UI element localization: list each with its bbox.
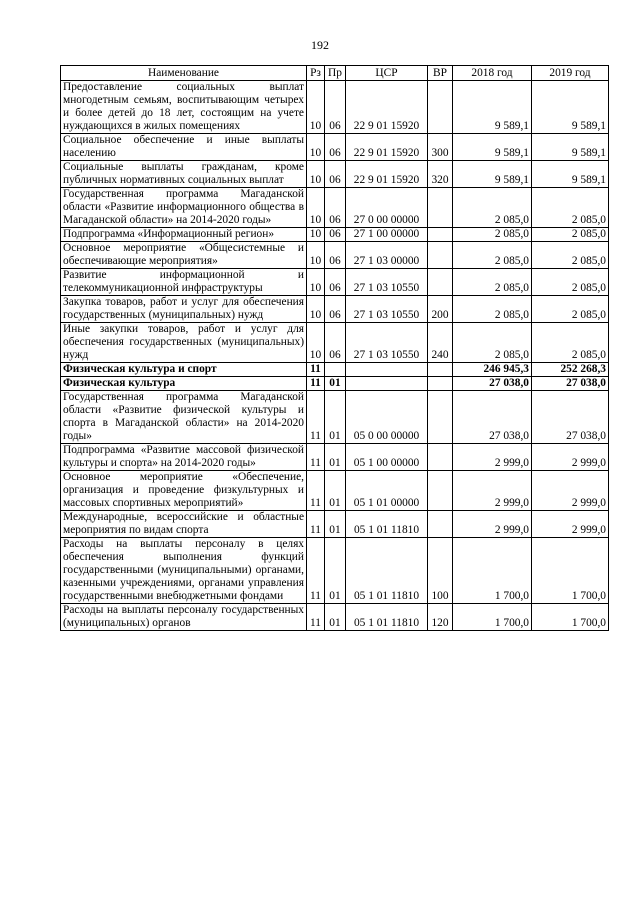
cell-name: Основное мероприятие «Обеспечение, организация и проведение физкультурных и массовых спортивных мероприятий» (61, 471, 307, 511)
cell-pr (325, 363, 346, 377)
cell-rz: 11 (307, 604, 325, 631)
table-row (61, 228, 609, 242)
cell-2018: 27 038,0 (453, 377, 532, 391)
cell-pr: 06 (325, 228, 346, 242)
table-row (61, 188, 609, 228)
table-row (61, 377, 609, 391)
cell-csr: 27 0 00 00000 (346, 188, 428, 228)
cell-2019: 2 085,0 (532, 228, 609, 242)
cell-2019: 2 085,0 (532, 188, 609, 228)
cell-2018: 2 085,0 (453, 296, 532, 323)
cell-pr: 06 (325, 269, 346, 296)
cell-csr: 05 1 00 00000 (346, 444, 428, 471)
cell-2018: 2 085,0 (453, 242, 532, 269)
cell-name: Закупка товаров, работ и услуг для обеспечения государственных (муниципальных) нужд (61, 296, 307, 323)
cell-rz: 10 (307, 323, 325, 363)
cell-rz: 10 (307, 296, 325, 323)
cell-csr: 05 0 00 00000 (346, 391, 428, 444)
cell-rz: 10 (307, 81, 325, 134)
table-row (61, 81, 609, 134)
table-row (61, 363, 609, 377)
cell-pr: 01 (325, 377, 346, 391)
cell-csr: 22 9 01 15920 (346, 134, 428, 161)
cell-vr (428, 471, 453, 511)
cell-2018: 9 589,1 (453, 134, 532, 161)
cell-2018: 2 999,0 (453, 444, 532, 471)
cell-vr (428, 81, 453, 134)
cell-rz: 11 (307, 444, 325, 471)
cell-vr (428, 228, 453, 242)
cell-2018: 246 945,3 (453, 363, 532, 377)
cell-name: Социальное обеспечение и иные выплаты населению (61, 134, 307, 161)
cell-vr (428, 188, 453, 228)
cell-2018: 2 085,0 (453, 269, 532, 296)
cell-2019: 2 085,0 (532, 242, 609, 269)
cell-vr (428, 269, 453, 296)
table-row (61, 134, 609, 161)
cell-rz: 11 (307, 363, 325, 377)
cell-vr (428, 242, 453, 269)
cell-name: Предоставление социальных выплат многодетным семьям, воспитывающим четырех и более детей до 18 лет, состоящим на учете нуждающихся в жилых помещениях (61, 81, 307, 134)
cell-vr: 120 (428, 604, 453, 631)
cell-vr (428, 377, 453, 391)
cell-rz: 11 (307, 391, 325, 444)
cell-rz: 11 (307, 471, 325, 511)
table-row (61, 296, 609, 323)
cell-rz: 10 (307, 228, 325, 242)
cell-2019: 2 999,0 (532, 444, 609, 471)
cell-2019: 2 085,0 (532, 296, 609, 323)
cell-pr: 06 (325, 81, 346, 134)
cell-vr: 100 (428, 538, 453, 604)
cell-vr: 300 (428, 134, 453, 161)
cell-vr (428, 391, 453, 444)
header-2018: 2018 год (453, 66, 532, 81)
cell-2018: 2 999,0 (453, 471, 532, 511)
cell-2018: 2 085,0 (453, 188, 532, 228)
cell-vr: 200 (428, 296, 453, 323)
cell-pr: 06 (325, 134, 346, 161)
table-row (61, 471, 609, 511)
cell-rz: 11 (307, 538, 325, 604)
cell-rz: 10 (307, 161, 325, 188)
cell-2019: 9 589,1 (532, 134, 609, 161)
cell-pr: 01 (325, 511, 346, 538)
cell-2018: 9 589,1 (453, 81, 532, 134)
cell-name: Подпрограмма «Развитие массовой физической культуры и спорта» на 2014-2020 годы» (61, 444, 307, 471)
cell-2019: 1 700,0 (532, 604, 609, 631)
cell-csr: 27 1 03 10550 (346, 296, 428, 323)
page-number: 192 (311, 38, 329, 52)
cell-2019: 9 589,1 (532, 81, 609, 134)
cell-name: Государственная программа Магаданской области «Развитие физической культуры и спорта в Магаданской области» на 2014-2020 годы» (61, 391, 307, 444)
cell-name: Расходы на выплаты персоналу в целях обеспечения выполнения функций государственными (муниципальными) органами, казенными учреждениями, органами управления государственными внебюджетными фондами (61, 538, 307, 604)
cell-vr (428, 511, 453, 538)
cell-pr: 06 (325, 161, 346, 188)
header-rz: Рз (307, 66, 325, 81)
cell-name: Социальные выплаты гражданам, кроме публичных нормативных социальных выплат (61, 161, 307, 188)
cell-2018: 1 700,0 (453, 538, 532, 604)
table-row (61, 391, 609, 444)
cell-pr: 01 (325, 444, 346, 471)
table-row (61, 323, 609, 363)
cell-rz: 10 (307, 188, 325, 228)
cell-rz: 11 (307, 511, 325, 538)
cell-csr: 05 1 01 00000 (346, 471, 428, 511)
header-vr: ВР (428, 66, 453, 81)
cell-csr: 05 1 01 11810 (346, 538, 428, 604)
cell-name: Международные, всероссийские и областные мероприятия по видам спорта (61, 511, 307, 538)
table-row (61, 604, 609, 631)
cell-name: Государственная программа Магаданской области «Развитие информационного общества в Магаданской области» на 2014-2020 годы» (61, 188, 307, 228)
cell-vr: 240 (428, 323, 453, 363)
cell-vr (428, 363, 453, 377)
cell-2019: 27 038,0 (532, 391, 609, 444)
cell-pr: 06 (325, 296, 346, 323)
cell-csr: 27 1 03 10550 (346, 269, 428, 296)
cell-name: Основное мероприятие «Общесистемные и обеспечивающие мероприятия» (61, 242, 307, 269)
table-row (61, 269, 609, 296)
cell-pr: 06 (325, 323, 346, 363)
cell-csr: 27 1 03 00000 (346, 242, 428, 269)
cell-2019: 1 700,0 (532, 538, 609, 604)
cell-pr: 01 (325, 391, 346, 444)
cell-2018: 2 085,0 (453, 228, 532, 242)
cell-2018: 2 085,0 (453, 323, 532, 363)
table-row (61, 444, 609, 471)
cell-vr: 320 (428, 161, 453, 188)
table-row (61, 511, 609, 538)
table-body (61, 81, 609, 631)
cell-name: Развитие информационной и телекоммуникационной инфраструктуры (61, 269, 307, 296)
cell-rz: 11 (307, 377, 325, 391)
cell-pr: 01 (325, 471, 346, 511)
cell-2019: 252 268,3 (532, 363, 609, 377)
cell-2019: 2 999,0 (532, 511, 609, 538)
cell-rz: 10 (307, 134, 325, 161)
cell-name: Физическая культура и спорт (61, 363, 307, 377)
cell-name: Физическая культура (61, 377, 307, 391)
table-row (61, 538, 609, 604)
cell-csr: 27 1 00 00000 (346, 228, 428, 242)
cell-csr (346, 363, 428, 377)
cell-csr (346, 377, 428, 391)
cell-pr: 06 (325, 188, 346, 228)
cell-2019: 27 038,0 (532, 377, 609, 391)
table-row (61, 242, 609, 269)
cell-name: Иные закупки товаров, работ и услуг для обеспечения государственных (муниципальных) нужд (61, 323, 307, 363)
cell-pr: 01 (325, 604, 346, 631)
cell-vr (428, 444, 453, 471)
header-csr: ЦСР (346, 66, 428, 81)
budget-table (60, 65, 609, 631)
cell-csr: 05 1 01 11810 (346, 511, 428, 538)
cell-2019: 2 085,0 (532, 323, 609, 363)
header-name: Наименование (61, 66, 307, 81)
cell-2018: 9 589,1 (453, 161, 532, 188)
cell-pr: 01 (325, 538, 346, 604)
header-2019: 2019 год (532, 66, 609, 81)
table-header-row (61, 66, 609, 81)
cell-csr: 22 9 01 15920 (346, 81, 428, 134)
cell-csr: 05 1 01 11810 (346, 604, 428, 631)
table-row (61, 161, 609, 188)
cell-2018: 1 700,0 (453, 604, 532, 631)
cell-2018: 27 038,0 (453, 391, 532, 444)
cell-rz: 10 (307, 242, 325, 269)
cell-2019: 2 085,0 (532, 269, 609, 296)
header-pr: Пр (325, 66, 346, 81)
cell-2019: 2 999,0 (532, 471, 609, 511)
cell-rz: 10 (307, 269, 325, 296)
cell-name: Подпрограмма «Информационный регион» (61, 228, 307, 242)
cell-2019: 9 589,1 (532, 161, 609, 188)
cell-pr: 06 (325, 242, 346, 269)
cell-csr: 27 1 03 10550 (346, 323, 428, 363)
cell-csr: 22 9 01 15920 (346, 161, 428, 188)
cell-name: Расходы на выплаты персоналу государственных (муниципальных) органов (61, 604, 307, 631)
cell-2018: 2 999,0 (453, 511, 532, 538)
